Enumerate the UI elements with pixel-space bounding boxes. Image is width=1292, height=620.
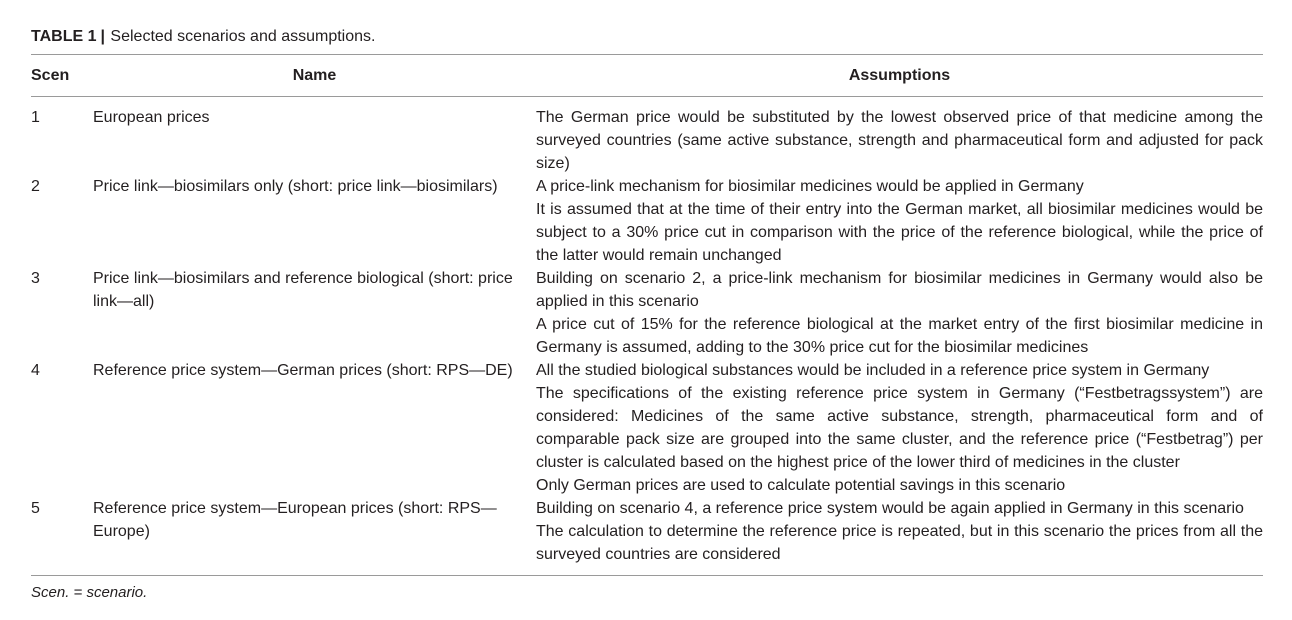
cell-scen: 2 <box>31 178 40 195</box>
assumption-paragraph: Building on scenario 2, a price-link mechanism for biosimilar medicines in Germany would also be applied in this scenario <box>536 270 1263 310</box>
cell-assumptions <box>536 497 1263 576</box>
header-assumptions: Assumptions <box>536 55 1263 97</box>
caption-separator: | <box>100 28 105 45</box>
table-body <box>31 97 1263 576</box>
assumption-paragraph: A price-link mechanism for biosimilar medicines would be applied in Germany <box>536 178 1084 195</box>
table-label: TABLE 1 <box>31 28 97 45</box>
header-scen: Scen <box>31 55 93 97</box>
document-page <box>31 26 1263 603</box>
cell-scen: 4 <box>31 362 40 379</box>
cell-assumptions <box>536 359 1263 497</box>
table-caption <box>31 26 1263 48</box>
table-footnote: Scen. = scenario. <box>31 584 148 601</box>
cell-name: European prices <box>93 109 210 126</box>
cell-name: Reference price system—German prices (short: RPS—DE) <box>93 362 513 379</box>
table-header-row <box>31 55 1263 97</box>
cell-assumptions <box>536 175 1263 267</box>
assumption-paragraph: Only German prices are used to calculate potential savings in this scenario <box>536 477 1066 494</box>
assumption-paragraph: The specifications of the existing reference price system in Germany (“Festbetragssystem”) are considered: Medicines of the same active substance, strength, pharmaceutical form and of comparable pack size are grouped into the same cluster, and the reference price (“Festbetrag”) per cluster is calculated based on the highest price of the lower third of medicines in the cluster <box>536 385 1263 471</box>
table-title: Selected scenarios and assumptions. <box>110 28 376 45</box>
table-row <box>31 267 1263 359</box>
table-row <box>31 175 1263 267</box>
assumption-paragraph: Building on scenario 4, a reference price system would be again applied in Germany in this scenario <box>536 500 1244 517</box>
cell-scen: 5 <box>31 497 93 576</box>
assumption-paragraph: A price cut of 15% for the reference biological at the market entry of the first biosimilar medicine in Germany is assumed, adding to the 30% price cut for the biosimilar medicines <box>536 316 1263 356</box>
cell-scen: 1 <box>31 109 40 126</box>
header-name: Name <box>93 55 536 97</box>
assumption-paragraph: The German price would be substituted by the lowest observed price of that medicine among the surveyed countries (same active substance, strength and pharmaceutical form and adjusted for pack size) <box>536 109 1263 172</box>
table-row <box>31 97 1263 176</box>
cell-assumptions <box>536 97 1263 176</box>
scenarios-table <box>31 54 1263 576</box>
cell-scen: 3 <box>31 270 40 287</box>
cell-assumptions <box>536 267 1263 359</box>
table-row <box>31 497 1263 576</box>
cell-name: Reference price system—European prices (short: RPS—Europe) <box>93 497 536 576</box>
cell-name: Price link—biosimilars only (short: price link—biosimilars) <box>93 178 498 195</box>
assumption-paragraph: The calculation to determine the reference price is repeated, but in this scenario the prices from all the surveyed countries are considered <box>536 523 1263 563</box>
assumption-paragraph: All the studied biological substances would be included in a reference price system in Germany <box>536 362 1210 379</box>
assumption-paragraph: It is assumed that at the time of their entry into the German market, all biosimilar medicines would be subject to a 30% price cut in comparison with the price of the reference biological, while the price of the latter would remain unchanged <box>536 201 1263 264</box>
table-row <box>31 359 1263 497</box>
cell-name: Price link—biosimilars and reference biological (short: price link—all) <box>93 270 513 310</box>
